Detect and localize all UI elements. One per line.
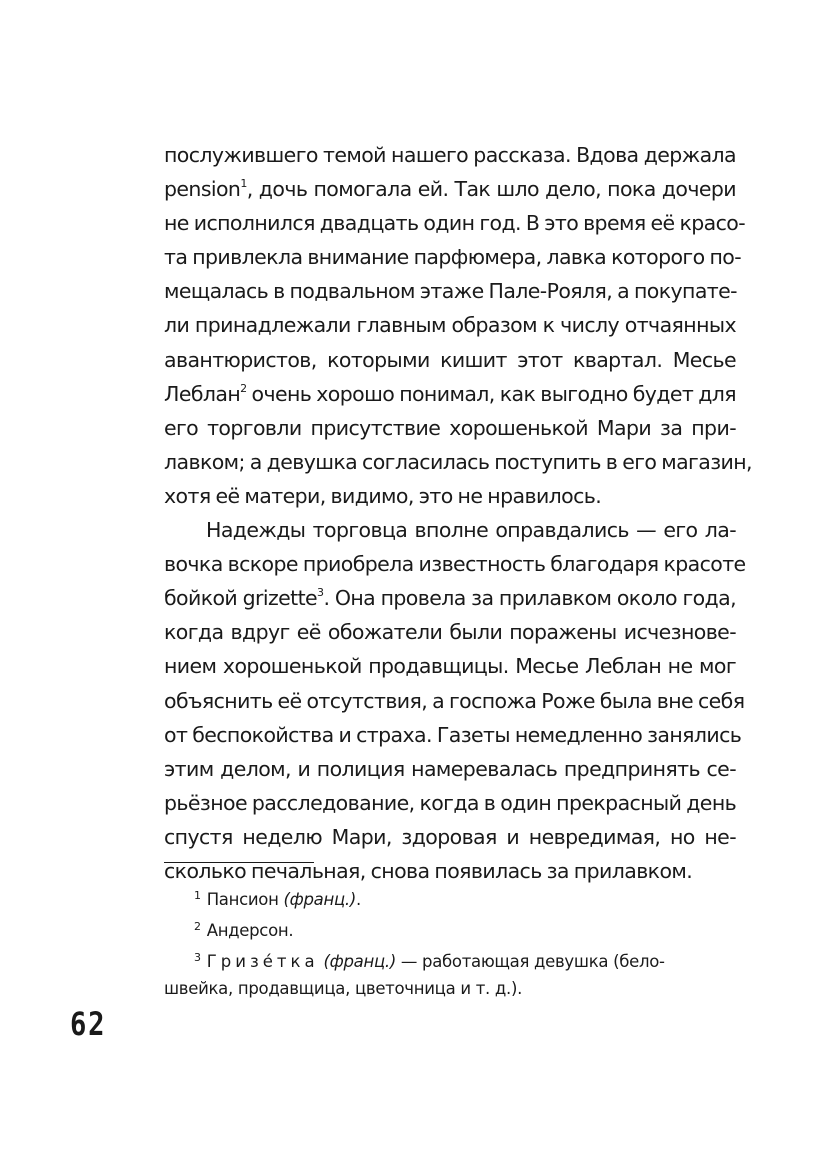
text-fragment: pension bbox=[164, 177, 241, 202]
text-line: от беспокойства и страха. Газеты немедленно занялись bbox=[164, 722, 742, 747]
text-line: хотя её матери, видимо, это не нравилось. bbox=[164, 483, 602, 508]
text-line bbox=[164, 581, 736, 615]
footnote-text: Андерсон. bbox=[206, 921, 294, 940]
main-text bbox=[164, 138, 752, 888]
text-fragment: очень хорошо понимал, как выгодно будет для bbox=[246, 381, 736, 406]
footnote-3 bbox=[164, 944, 736, 975]
footnote-ref-3: 3 bbox=[317, 586, 324, 600]
text-line bbox=[164, 172, 736, 206]
footnote-ref-1: 1 bbox=[240, 177, 247, 191]
text-line bbox=[164, 377, 736, 411]
text-line: послужившего темой нашего рассказа. Вдова держала bbox=[164, 143, 736, 167]
text-line: та привлекла внимание парфюмера, лавка которого по- bbox=[164, 245, 741, 270]
footnotes bbox=[164, 882, 736, 1002]
text-fragment: , дочь помогала ей. Так шло дело, пока дочери bbox=[246, 177, 736, 202]
footnote-1 bbox=[164, 882, 736, 913]
footnote-ref-2: 2 bbox=[240, 381, 247, 395]
page-number: 62 bbox=[70, 1005, 107, 1043]
text-line: этим делом, и полиция намеревалась предпринять се- bbox=[164, 756, 736, 781]
footnote-number: 2 bbox=[194, 920, 201, 933]
footnote-3-continued: швейка, продавщица, цветочница и т. д.). bbox=[164, 979, 523, 998]
text-line: когда вдруг её обожатели были поражены исчезнове- bbox=[164, 620, 736, 645]
text-line: мещалась в подвальном этаже Пале-Рояля, а покупате- bbox=[164, 279, 737, 304]
text-line: сколько печальная, снова появилась за прилавком. bbox=[164, 858, 693, 883]
footnote-number: 3 bbox=[194, 951, 201, 964]
text-line: ли принадлежали главным образом к числу отчаянных bbox=[164, 313, 736, 338]
text-fragment: . Она провела за прилавком около года, bbox=[323, 586, 737, 611]
text-fragment: бойкой grizette bbox=[164, 586, 318, 611]
paragraph-2 bbox=[164, 513, 746, 888]
text-line: спустя неделю Мари, здоровая и невредимая, но не- bbox=[164, 824, 736, 849]
footnote-number: 1 bbox=[194, 889, 201, 902]
footnote-note: (франц.) bbox=[323, 952, 396, 971]
footnote-tail: . bbox=[355, 890, 361, 909]
footnote-2 bbox=[164, 913, 736, 944]
footnote-note: (франц.) bbox=[283, 890, 356, 909]
text-line: лавком; а девушка согласилась поступить в его магазин, bbox=[164, 449, 752, 474]
paragraph-1 bbox=[164, 138, 752, 513]
text-line: вочка вскоре приобрела известность благодаря красоте bbox=[164, 552, 746, 577]
text-line: авантюристов, которыми кишит этот квартал. Месье bbox=[164, 347, 736, 372]
text-line: нием хорошенькой продавщицы. Месье Леблан не мог bbox=[164, 654, 736, 679]
footnote-separator bbox=[164, 862, 314, 863]
footnote-text: Пансион bbox=[206, 890, 284, 909]
text-fragment: Леблан bbox=[164, 381, 241, 406]
text-line: объяснить её отсутствия, а госпожа Роже была вне себя bbox=[164, 688, 745, 713]
footnote-text: — работающая девушка (бело- bbox=[395, 952, 665, 971]
text-line: не исполнился двадцать один год. В это время её красо- bbox=[164, 211, 746, 236]
text-line: рьёзное расследование, когда в один прекрасный день bbox=[164, 790, 737, 815]
text-line: Надежды торговца вполне оправдались — его ла- bbox=[206, 518, 736, 543]
footnote-term: Гризе́тка bbox=[206, 952, 319, 971]
text-line: его торговли присутствие хорошенькой Мари за при- bbox=[164, 415, 736, 440]
